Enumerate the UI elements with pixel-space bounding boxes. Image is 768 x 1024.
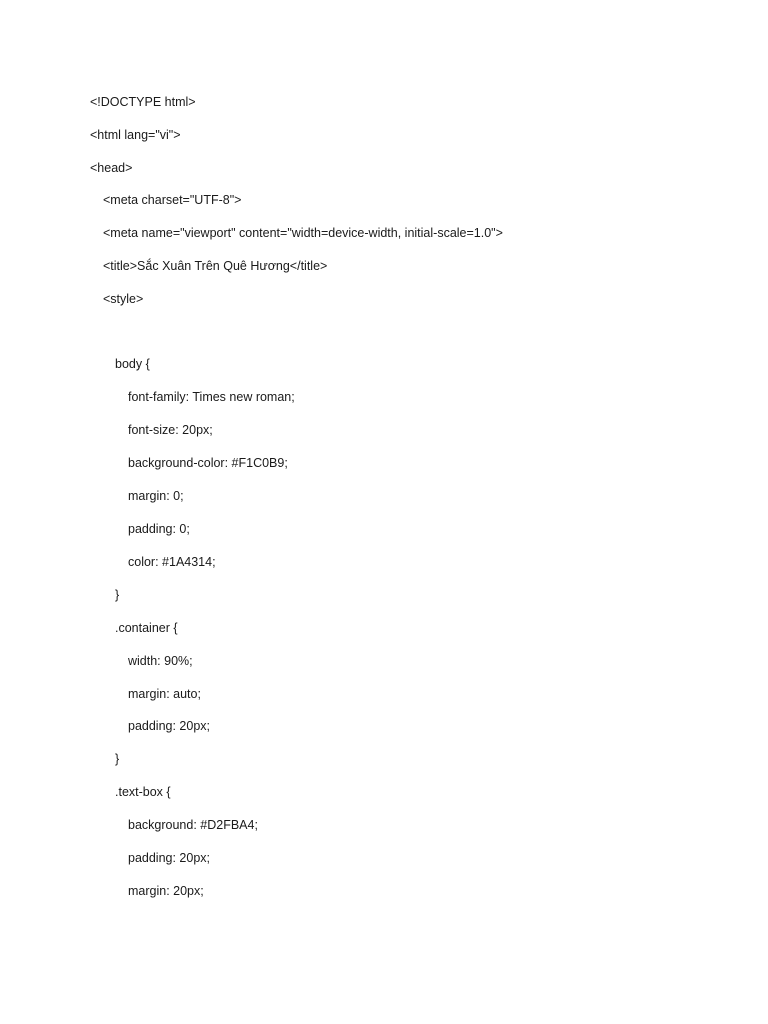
code-line: background: #D2FBA4; bbox=[128, 818, 258, 832]
code-line: padding: 20px; bbox=[128, 851, 211, 865]
code-line: padding: 20px; bbox=[128, 719, 211, 733]
code-line: .text-box { bbox=[115, 785, 171, 799]
code-line: <style> bbox=[103, 292, 144, 306]
code-line: padding: 0; bbox=[128, 522, 190, 536]
code-line: font-size: 20px; bbox=[128, 423, 213, 437]
code-line: width: 90%; bbox=[128, 654, 193, 668]
code-line: background-color: #F1C0B9; bbox=[128, 456, 288, 470]
code-line: <title>Sắc Xuân Trên Quê Hương</title> bbox=[103, 259, 328, 273]
code-line: color: #1A4314; bbox=[128, 555, 216, 569]
code-line: <meta charset="UTF-8"> bbox=[103, 193, 242, 207]
code-line: .container { bbox=[115, 621, 178, 635]
code-line: font-family: Times new roman; bbox=[128, 390, 295, 404]
code-line: margin: 0; bbox=[128, 489, 184, 503]
code-line: } bbox=[115, 588, 120, 602]
code-line: body { bbox=[115, 357, 150, 371]
code-line: margin: auto; bbox=[128, 687, 201, 701]
code-line: <meta name="viewport" content="width=device-width, initial-scale=1.0"> bbox=[103, 226, 503, 240]
code-line: <head> bbox=[90, 161, 133, 175]
code-line: <!DOCTYPE html> bbox=[90, 95, 196, 109]
code-line: <html lang="vi"> bbox=[90, 128, 181, 142]
code-line: margin: 20px; bbox=[128, 884, 204, 898]
code-line: } bbox=[115, 752, 120, 766]
